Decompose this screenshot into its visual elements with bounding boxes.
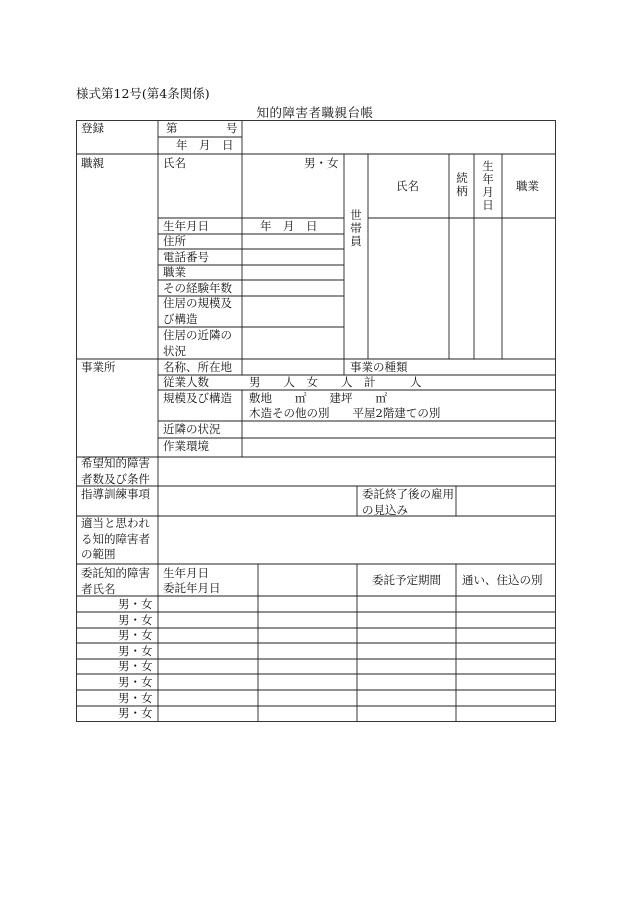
commission-date-label: 委託年月日 <box>163 581 221 595</box>
commission-row-sex: 男・女 <box>118 706 153 720</box>
shokuoya-sex: 男・女 <box>304 156 339 170</box>
appropriate-range-label: 適当と思われる知的障害者の範囲 <box>81 516 150 561</box>
desired-label: 希望知的障害者数及び条件 <box>81 456 150 486</box>
commission-name-label: 委託知的障害者氏名 <box>81 566 150 596</box>
registration-gou: 号 <box>226 121 238 135</box>
commission-commute-header: 通い、住込の別 <box>462 573 543 587</box>
household-relation-header: 続柄 <box>456 171 468 198</box>
business-work-env: 作業環境 <box>163 439 209 453</box>
shokuoya-birth-value: 年 月 日 <box>260 219 318 233</box>
commission-period-header: 委託予定期間 <box>372 573 441 587</box>
business-scale-line2: 木造その他の別 平屋2階建ての別 <box>249 406 441 420</box>
household-label: 世帯員 <box>350 208 362 248</box>
registration-label: 登録 <box>81 121 104 135</box>
after-commission-label: 委託終了後の雇用の見込み <box>362 487 454 517</box>
commission-row-sex: 男・女 <box>118 675 153 689</box>
guidance-label: 指導訓練事項 <box>81 487 150 501</box>
registration-dai: 第 <box>166 121 178 135</box>
business-employees-value: 男 人 女 人 計 人 <box>249 375 422 389</box>
form-reference: 様式第12号(第4条関係) <box>76 86 210 101</box>
commission-row-sex: 男・女 <box>118 691 153 705</box>
commission-row-sex: 男・女 <box>118 628 153 642</box>
page-title: 知的障害者職親台帳 <box>256 105 374 120</box>
business-employees-label: 従業人数 <box>163 375 209 389</box>
registration-date: 年 月 日 <box>176 138 234 152</box>
shokuoya-dwelling-neighbors: 住居の近隣の状況 <box>163 328 232 358</box>
shokuoya-name-label: 氏名 <box>163 156 186 170</box>
household-occupation-header: 職業 <box>516 179 539 193</box>
commission-row-sex: 男・女 <box>118 659 153 673</box>
commission-birth-label: 生年月日 <box>163 566 209 580</box>
household-birth-header: 生年月日 <box>482 159 494 212</box>
shokuoya-experience: その経験年数 <box>163 281 232 295</box>
shokuoya-phone: 電話番号 <box>163 250 209 264</box>
shokuoya-occupation: 職業 <box>163 265 186 279</box>
shokuoya-birth-label: 生年月日 <box>163 219 209 233</box>
household-name-header: 氏名 <box>396 179 419 193</box>
business-scale-line1: 敷地 ㎡ 建坪 ㎡ <box>249 391 387 405</box>
commission-row-sex: 男・女 <box>118 613 153 627</box>
business-kind: 事業の種類 <box>350 360 408 374</box>
shokuoya-dwelling-size: 住居の規模及び構造 <box>163 296 232 326</box>
shokuoya-label: 職親 <box>81 156 104 170</box>
commission-row-sex: 男・女 <box>118 644 153 658</box>
business-name-location: 名称、所在地 <box>163 360 232 374</box>
commission-row-sex: 男・女 <box>118 597 153 611</box>
business-label: 事業所 <box>81 360 116 374</box>
business-neighbors: 近隣の状況 <box>163 422 221 436</box>
shokuoya-address: 住所 <box>163 234 186 248</box>
business-scale-label: 規模及び構造 <box>163 391 232 405</box>
